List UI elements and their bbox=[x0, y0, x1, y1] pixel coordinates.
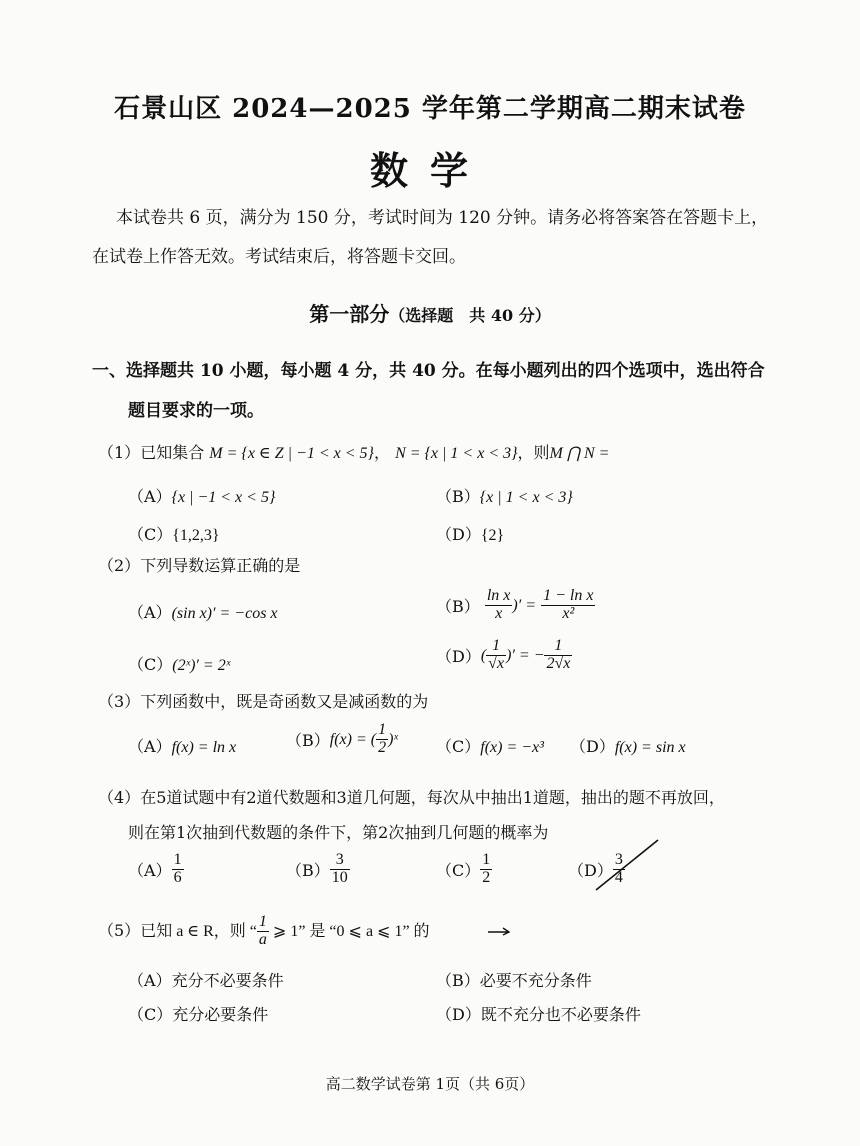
q3-option-b: （B）f(x) = ( $\frac{1}{2}$ )ˣ bbox=[286, 721, 398, 756]
set-M: M = {x ∈ Z | −1 < x < 5} bbox=[209, 445, 374, 462]
question-1-then: ，则 bbox=[517, 443, 550, 462]
question-5-stem: （5）已知 a ∈ R，则 “ $\frac{1}{a}$ ⩾ 1” 是 “0 ⩽ a ⩽ 1” 的 bbox=[98, 913, 430, 948]
subject-title: 数学 bbox=[369, 148, 490, 193]
q4-option-c: （C） $\frac{1}{2}$ bbox=[436, 851, 491, 886]
q2-option-d: （D）( $\frac{1}{√x}$ )′ = − $\frac{1}{2√x}$ bbox=[436, 637, 571, 672]
pen-arrow-mark bbox=[486, 925, 512, 937]
q4-option-d: （D） $\frac{3}{4}$ bbox=[568, 851, 623, 886]
question-4-stem-1: （4）在5道试题中有2道代数题和3道几何题，每次从中抽出1道题，抽出的题不再放回， bbox=[98, 788, 725, 807]
q5-option-d: （D）既不充分也不必要条件 bbox=[436, 1005, 641, 1024]
q2-option-c: （C）(2ˣ)′ = 2ˣ bbox=[128, 655, 231, 674]
q4-option-a: （A） $\frac{1}{6}$ bbox=[128, 851, 182, 886]
pen-strike-mark bbox=[592, 836, 662, 894]
exam-title: 石景山区 2024—2025 学年第二学期高二期末试卷 bbox=[114, 94, 746, 124]
q4-option-b: （B） $\frac{3}{10}$ bbox=[286, 851, 348, 886]
intro-line-1: 本试卷共 6 页，满分为 150 分，考试时间为 120 分钟。请务必将答案答在答题卡上， bbox=[116, 208, 769, 228]
section-instruction-1: 一、选择题共 10 小题，每小题 4 分，共 40 分。在每小题列出的四个选项中，选出符合 bbox=[92, 361, 765, 381]
q1-option-b: （B）{x | 1 < x < 3} bbox=[436, 487, 573, 506]
question-4-stem-2: 则在第1次抽到代数题的条件下，第2次抽到几何题的概率为 bbox=[128, 823, 549, 842]
q3-option-c: （C）f(x) = −x³ bbox=[436, 737, 544, 756]
q3-option-a: （A）f(x) = ln x bbox=[128, 737, 237, 756]
q1-option-d: （D）{2} bbox=[436, 525, 505, 544]
q5-option-c: （C）充分必要条件 bbox=[128, 1005, 269, 1024]
q1-option-a: （A）{x | −1 < x < 5} bbox=[128, 487, 276, 506]
q5-option-b: （B）必要不充分条件 bbox=[436, 971, 592, 990]
question-1-ask: M ⋂ N = bbox=[549, 445, 610, 462]
q2-option-a: （A）(sin x)′ = −cos x bbox=[128, 603, 278, 622]
q3-option-d: （D）f(x) = sin x bbox=[570, 737, 686, 756]
set-N: N = {x | 1 < x < 3} bbox=[395, 445, 518, 462]
part-note: （选择题 共 40 分） bbox=[389, 306, 551, 325]
q5-option-a: （A）充分不必要条件 bbox=[128, 971, 284, 990]
question-3-stem: （3）下列函数中，既是奇函数又是减函数的为 bbox=[98, 692, 429, 711]
q1-option-c: （C）{1,2,3} bbox=[128, 525, 220, 544]
page-footer: 高二数学试卷第 1页（共 6页） bbox=[325, 1075, 535, 1093]
question-1-number: （1） bbox=[98, 443, 141, 462]
intro-line-2: 在试卷上作答无效。考试结束后，将答题卡交回。 bbox=[92, 247, 466, 267]
question-1-stem: （1）已知集合 M = {x ∈ Z | −1 < x < 5}， N = {x | 1 < x < 3}，则M ⋂ N = bbox=[98, 443, 610, 462]
part-title: 第一部分 bbox=[309, 302, 390, 326]
question-2-stem: （2）下列导数运算正确的是 bbox=[98, 556, 301, 575]
q2-option-b: （B） $\frac{\text{ln x}}{x}$ )′ = $\frac{\text{1 − ln x}}{\text{x²}}$ bbox=[436, 587, 594, 622]
section-instruction-2: 题目要求的一项。 bbox=[128, 401, 264, 421]
question-1-prefix: 已知集合 bbox=[140, 443, 205, 462]
part-heading bbox=[0, 298, 860, 327]
